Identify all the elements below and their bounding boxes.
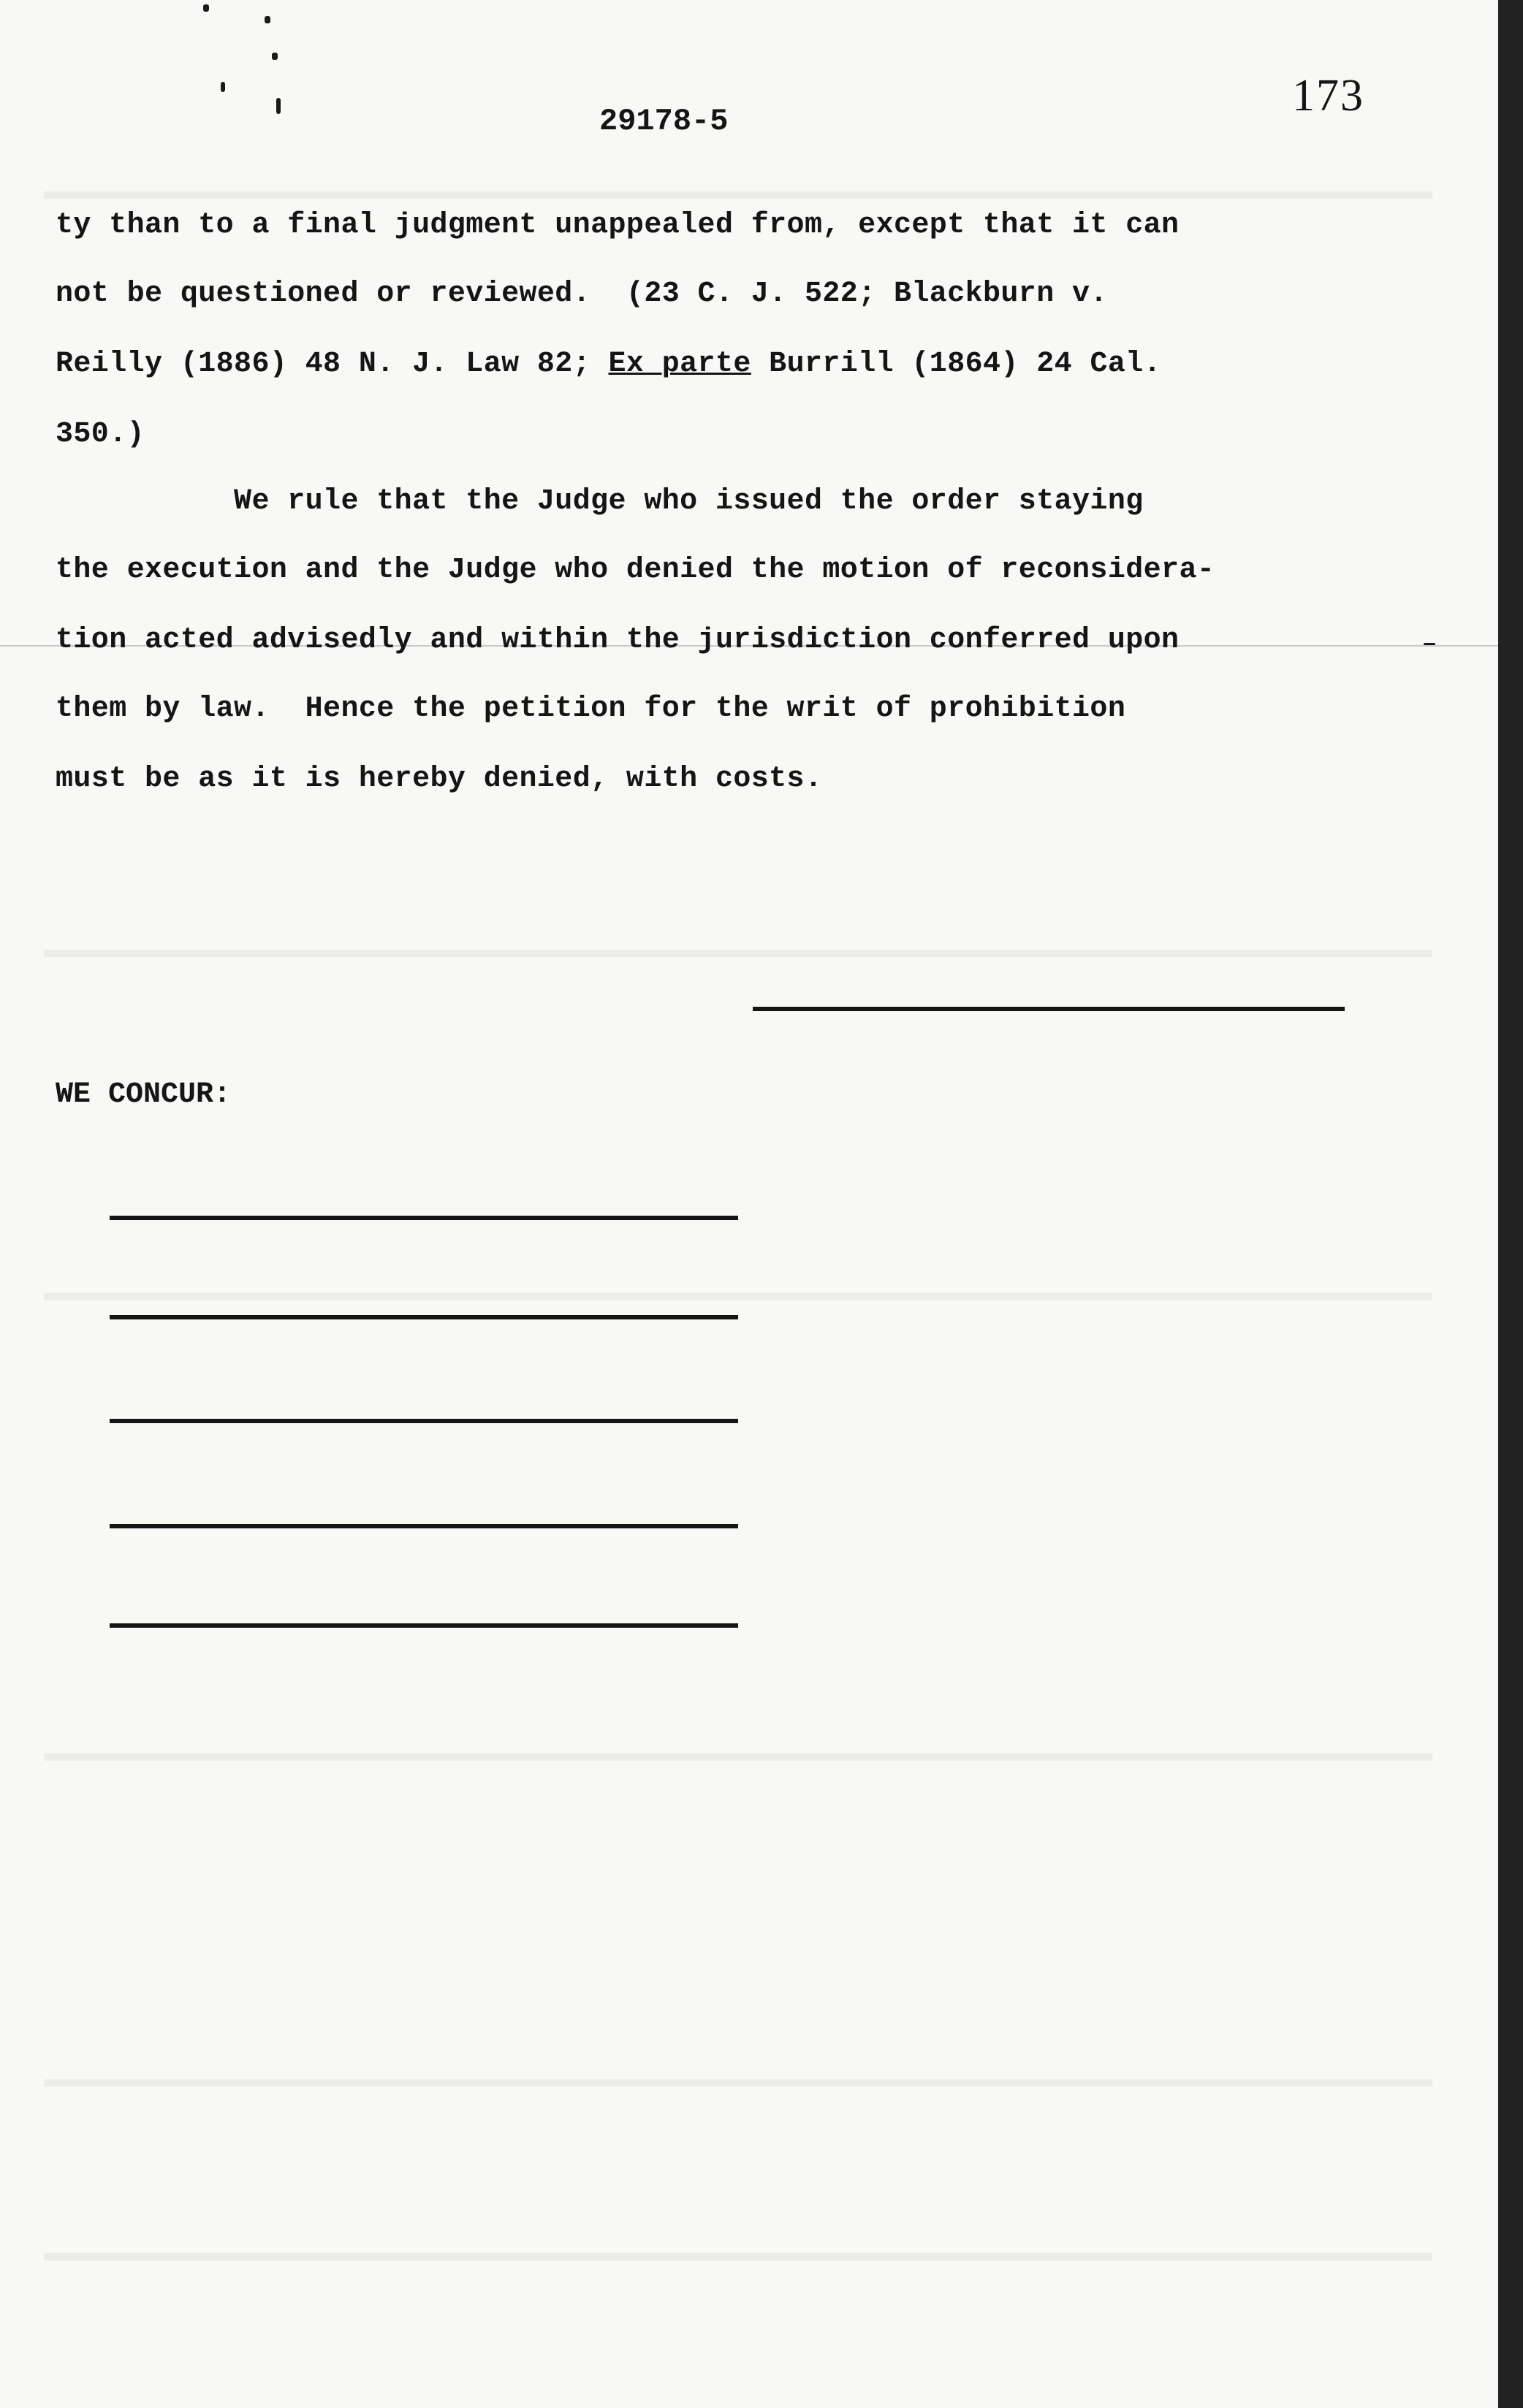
opinion-line: the execution and the Judge who denied the motion of reconsidera- xyxy=(56,554,1215,587)
concurring-signature-line xyxy=(110,1524,738,1528)
citation-text: Reilly (1886) 48 N. J. Law 82; xyxy=(56,348,609,381)
concurring-signature-line xyxy=(110,1419,738,1423)
opinion-line: tion acted advisedly and within the jurisdiction conferred upon xyxy=(56,624,1180,657)
concurrence-label: WE CONCUR: xyxy=(56,1078,232,1111)
opinion-line: not be questioned or reviewed. (23 C. J. 522; Blackburn v. xyxy=(56,278,1108,310)
bleed-through xyxy=(44,2253,1432,2260)
page-number: 173 xyxy=(1292,71,1364,121)
concurring-signature-line xyxy=(110,1216,738,1220)
bleed-through xyxy=(44,191,1432,199)
bleed-through xyxy=(44,950,1432,957)
bleed-through xyxy=(44,2079,1432,2087)
scan-speck xyxy=(265,16,270,23)
scan-border xyxy=(1498,0,1523,2408)
bleed-through xyxy=(44,1753,1432,1761)
scan-speck xyxy=(203,4,209,12)
opinion-line: them by law. Hence the petition for the writ of prohibition xyxy=(56,693,1126,725)
citation-text: Burrill (1864) 24 Cal. xyxy=(751,348,1162,381)
bleed-through xyxy=(44,1293,1432,1300)
concurring-signature-line xyxy=(110,1315,738,1319)
concurring-signature-line xyxy=(110,1623,738,1628)
scan-speck xyxy=(272,53,278,60)
opinion-line: must be as it is hereby denied, with costs. xyxy=(56,763,823,796)
case-number: 29178-5 xyxy=(599,104,729,139)
scan-speck xyxy=(276,98,281,114)
author-signature-line xyxy=(753,1007,1345,1011)
opinion-line: ty than to a final judgment unappealed from, except that it can xyxy=(56,209,1180,242)
opinion-line: We rule that the Judge who issued the order staying xyxy=(56,485,1144,518)
scan-speck xyxy=(221,82,225,92)
ex-parte-citation: Ex parte xyxy=(608,348,751,381)
opinion-line: 350.) xyxy=(56,418,145,451)
opinion-line xyxy=(56,348,1161,381)
